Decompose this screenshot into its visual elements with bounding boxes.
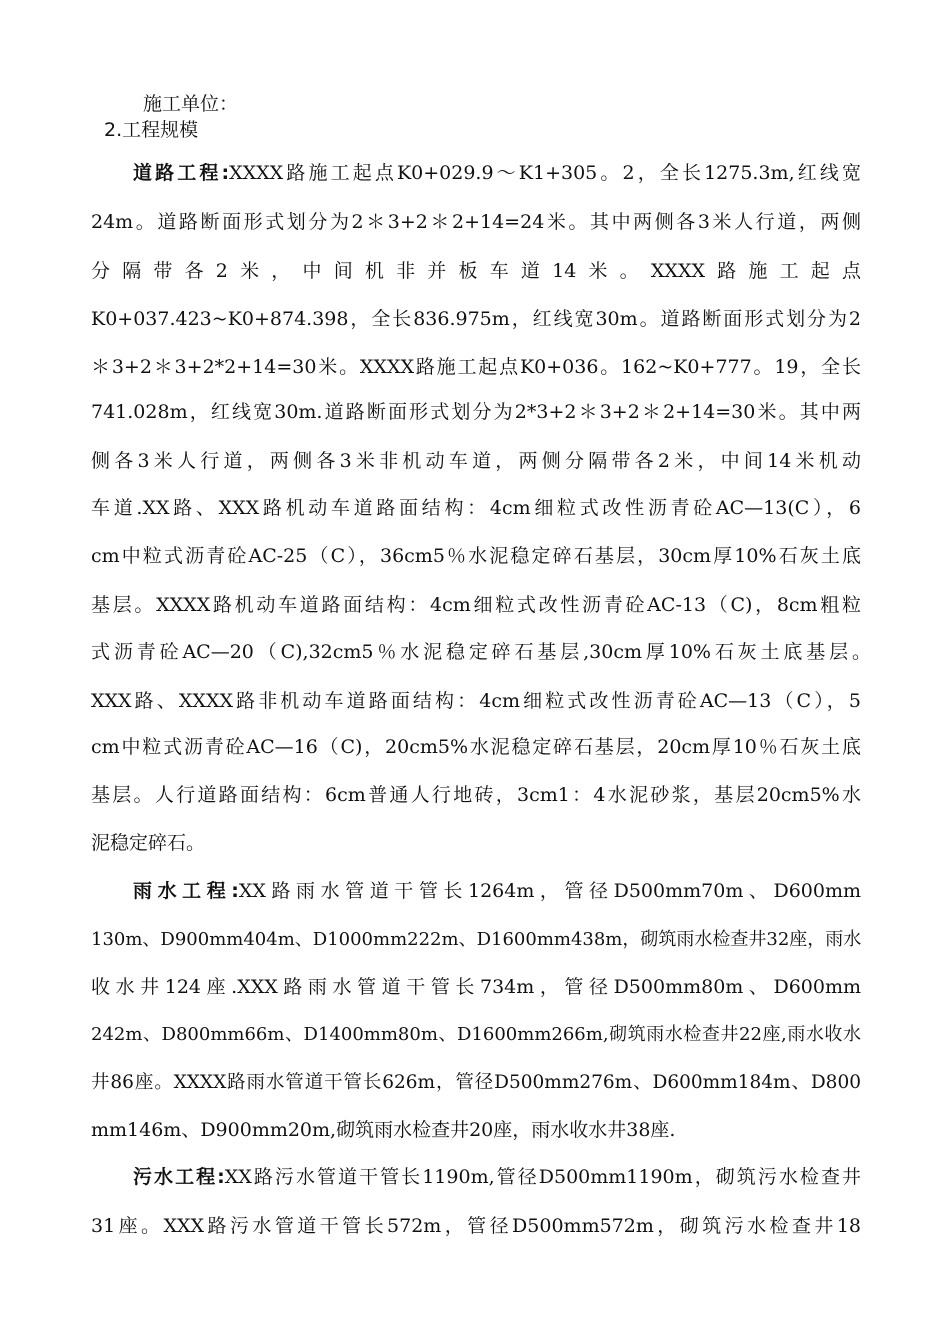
road-line: cm中粒式沥青砼AC-25（C），36cm5％水泥稳定碎石基层，30cm厚10%石灰土底 — [91, 545, 861, 567]
road-line: 24m。道路断面形式划分为2＊3+2＊2+14=24米。其中两侧各3米人行道，两侧 — [91, 211, 861, 233]
road-line: ＊3+2＊3+2*2+14=30米。XXXX路施工起点K0+036。162~K0+777。19，全长 — [91, 356, 861, 378]
construction-unit-label: 施工单位： — [143, 93, 239, 115]
rain-line: 收水井124座.XXX路雨水管道干管长734m，管径D500mm80m、D600mm — [91, 976, 861, 998]
road-line: 车道.XX路、XXX路机动车道路面结构：4cm细粒式改性沥青砼AC—13(C），6 — [91, 497, 861, 519]
road-line: 侧各3米人行道，两侧各3米非机动车道，两侧分隔带各2米，中间14米机动 — [91, 450, 861, 472]
road-line: 泥稳定碎石。 — [91, 832, 206, 854]
road-line: 741.028m，红线宽30m.道路断面形式划分为2*3+2＊3+2＊2+14=30米。其中两 — [91, 401, 861, 423]
rain-line: 雨水工程:XX路雨水管道干管长1264m，管径D500mm70m、D600mm — [133, 880, 861, 902]
road-line: 道路工程:XXXX路施工起点K0+029.9～K1+305。2，全长1275.3m,红线宽 — [133, 162, 861, 184]
rain-line: 130m、D900mm404m、D1000mm222m、D1600mm438m，砌筑雨水检查井32座，雨水 — [91, 929, 862, 950]
rain-heading: 雨水工程: — [133, 880, 239, 902]
rain-line: 242m、D800mm66m、D1400mm80m、D1600mm266m,砌筑雨水检查井22座,雨水收水 — [91, 1024, 861, 1045]
rain-line: mm146m、D900mm20m,砌筑雨水检查井20座，雨水收水井38座. — [91, 1119, 676, 1141]
rain-line: 井86座。XXXX路雨水管道干管长626m，管径D500mm276m、D600mm184m、D800 — [91, 1072, 861, 1093]
road-line: K0+037.423~K0+874.398，全长836.975m，红线宽30m。道路断面形式划分为2 — [91, 308, 861, 330]
sewage-line: 污水工程:XX路污水管道干管长1190m,管径D500mm1190m，砌筑污水检查井 — [133, 1166, 861, 1188]
sewage-line: 31座。XXX路污水管道干管长572m，管径D500mm572m，砌筑污水检查井18 — [91, 1215, 861, 1237]
road-line: 分隔带各2米，中间机非并板车道14米。XXXX路施工起点 — [91, 260, 861, 282]
road-line: 基层。XXXX路机动车道路面结构：4cm细粒式改性沥青砼AC-13（C)，8cm粗粒 — [91, 594, 861, 616]
sewage-heading: 污水工程: — [133, 1166, 225, 1188]
road-heading: 道路工程: — [133, 162, 230, 184]
road-line: XXX路、XXXX路非机动车道路面结构：4cm细粒式改性沥青砼AC—13（C），5 — [91, 690, 861, 712]
road-line: 基层。人行道路面结构：6cm普通人行地砖，3cm1：4水泥砂浆，基层20cm5%水 — [91, 784, 861, 806]
road-line: cm中粒式沥青砼AC—16（C)，20cm5%水泥稳定碎石基层，20cm厚10％石灰土底 — [91, 736, 861, 758]
road-line: 式沥青砼AC—20（C),32cm5％水泥稳定碎石基层,30cm厚10%石灰土底基层。 — [91, 641, 871, 663]
section-title: 2.工程规模 — [104, 119, 199, 141]
